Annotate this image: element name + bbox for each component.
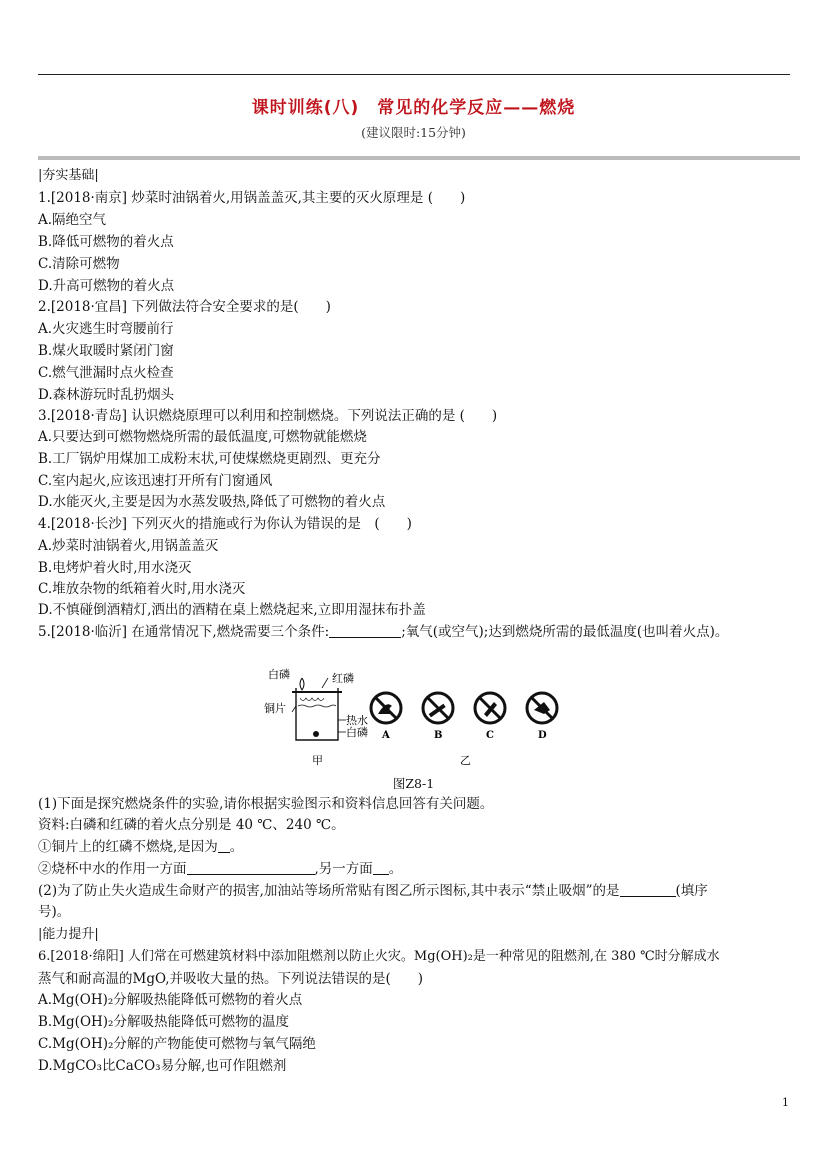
q4-stem: 4.[2018·长沙] 下列灭火的措施或行为你认为错误的是 ( ) (38, 516, 412, 532)
q5-blank-reason[interactable] (218, 838, 230, 853)
q1-stem: 1.[2018·南京] 炒菜时油锅着火,用锅盖盖灭,其主要的灭火原理是 ( ) (38, 190, 466, 206)
q2-option-c: C.燃气泄漏时点火检查 (38, 365, 174, 381)
q1-option-d: D.升高可燃物的着火点 (38, 278, 175, 294)
sign-c (475, 693, 505, 741)
svg-text:C: C (486, 730, 494, 741)
q6-option-c: C.Mg(OH)₂分解的产物能使可燃物与氧气隔绝 (38, 1036, 316, 1052)
figure-z8-1 (262, 662, 572, 772)
q1-option-a: A.隔绝空气 (38, 212, 107, 228)
q6-stem-line2: 蒸气和耐高温的MgO,并吸收大量的热。下列说法错误的是( ) (38, 971, 424, 987)
label-hot-water: 热水 (346, 714, 368, 727)
q3-option-b: B.工厂锅炉用煤加工成粉末状,可使煤燃烧更剧烈、更充分 (38, 451, 381, 467)
q5-data-note: 资料:白磷和红磷的着火点分别是 40 ℃、240 ℃。 (38, 817, 345, 833)
q5-blank-water-role2[interactable] (373, 860, 389, 875)
white-phosphorus-underwater (313, 731, 319, 737)
page-subtitle: (建议限时:15分钟) (361, 125, 466, 140)
q3-stem: 3.[2018·青岛] 认识燃烧原理可以利用和控制燃烧。下列说法正确的是 ( ) (38, 408, 498, 424)
q4-option-c: C.堆放杂物的纸箱着火时,用水浇灭 (38, 581, 246, 597)
q4-option-a: A.炒菜时油锅着火,用锅盖盖灭 (38, 538, 219, 554)
q3-option-c: C.室内起火,应该迅速打开所有门窗通风 (38, 473, 273, 489)
svg-text:B: B (434, 730, 443, 741)
q5-stem-part2: ;氧气(或空气);达到燃烧所需的最低温度(也叫着火点)。 (401, 624, 729, 640)
q2-option-a: A.火灾逃生时弯腰前行 (38, 321, 174, 337)
svg-text:D: D (538, 730, 547, 741)
label-red-phosphorus: 红磷 (332, 672, 354, 685)
q6-stem-line1: 6.[2018·绵阳] 人们常在可燃建筑材料中添加阻燃剂以防止火灾。Mg(OH)₂是一种常见的阻燃剂,在 380 ℃时分解成水 (38, 949, 720, 964)
header-rule (38, 74, 790, 75)
sign-a (371, 693, 401, 741)
q2-option-d: D.森林游玩时乱扔烟头 (38, 387, 175, 403)
section-divider (38, 156, 800, 160)
q5-part1-intro: (1)下面是探究燃烧条件的实验,请你根据实验图示和资料信息回答有关问题。 (38, 796, 494, 812)
q6-option-b: B.Mg(OH)₂分解吸热能降低可燃物的温度 (38, 1014, 289, 1030)
q2-option-b: B.煤火取暖时紧闭门窗 (38, 343, 174, 359)
q5-subq2: ②烧杯中水的作用一方面 ,另一方面 。 (38, 861, 403, 877)
q1-option-b: B.降低可燃物的着火点 (38, 234, 174, 250)
q5-subq1: ①铜片上的红磷不燃烧,是因为 。 (38, 839, 244, 855)
q5-part2-cont: 号)。 (38, 904, 71, 920)
section-advanced: |能力提升| (38, 927, 99, 942)
label-yi: 乙 (460, 754, 471, 767)
label-copper-sheet: 铜片 (264, 702, 286, 715)
q5-blank-sign[interactable] (620, 882, 676, 897)
q4-option-b: B.电烤炉着火时,用水浇灭 (38, 560, 192, 576)
label-white-phosphorus-top: 白磷 (268, 668, 290, 681)
label-white-phosphorus-bottom: 白磷 (346, 726, 368, 739)
q6-option-a: A.Mg(OH)₂分解吸热能降低可燃物的着火点 (38, 992, 303, 1008)
beaker-apparatus (264, 667, 368, 767)
q5-blank-condition[interactable] (329, 623, 401, 638)
section-basic: |夯实基础| (38, 168, 99, 183)
figure-caption: 图Z8-1 (392, 776, 435, 791)
q1-option-c: C.清除可燃物 (38, 256, 120, 272)
q5-blank-water-role1[interactable] (187, 860, 315, 875)
label-jia: 甲 (312, 754, 323, 767)
q3-option-a: A.只要达到可燃物燃烧所需的最低温度,可燃物就能燃烧 (38, 429, 367, 445)
page-title: 课时训练(八) 常见的化学反应——燃烧 (251, 98, 576, 118)
q5-stem (38, 622, 728, 642)
q6-option-d: D.MgCO₃比CaCO₃易分解,也可作阻燃剂 (38, 1058, 287, 1074)
svg-text:A: A (382, 730, 390, 741)
q3-option-d: D.水能灭火,主要是因为水蒸发吸热,降低了可燃物的着火点 (38, 494, 386, 510)
q5-part2: (2)为了防止失火造成生命财产的损害,加油站等场所常贴有图乙所示图标,其中表示“禁止吸烟”的是 (填序 (38, 883, 708, 899)
page-number: 1 (782, 1096, 789, 1109)
q5-stem-part1: 5.[2018·临沂] 在通常情况下,燃烧需要三个条件: (38, 624, 330, 640)
flame-icon (300, 678, 304, 690)
q2-stem: 2.[2018·宜昌] 下列做法符合安全要求的是( ) (38, 299, 331, 315)
sign-d (527, 693, 557, 741)
sign-b (423, 693, 453, 741)
q4-option-d: D.不慎碰倒酒精灯,洒出的酒精在桌上燃烧起来,立即用湿抹布扑盖 (38, 602, 426, 618)
